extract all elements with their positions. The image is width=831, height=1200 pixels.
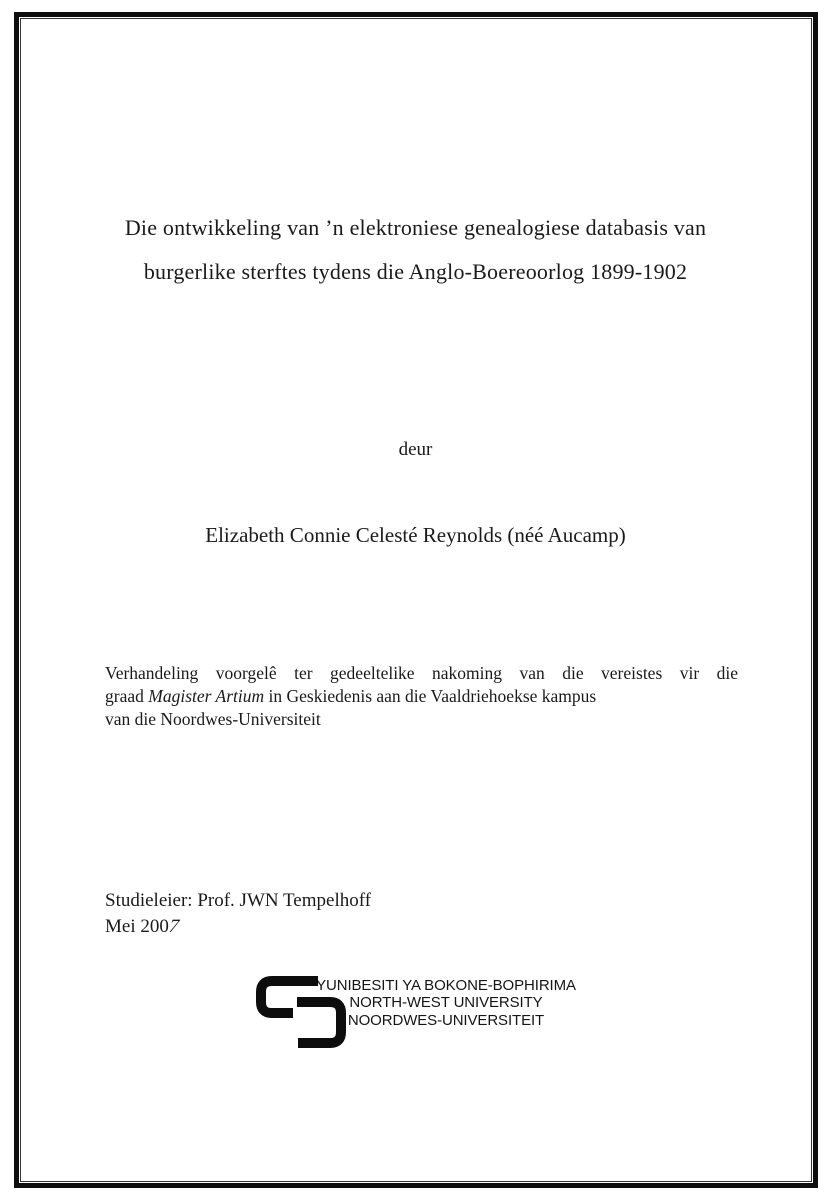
date-prefix: Mei 200 xyxy=(105,916,169,937)
thesis-title-line-1: Die ontwikkeling van ’n elektroniese genealogiese databasis van xyxy=(124,215,707,240)
date-line xyxy=(105,914,371,940)
supervisor-block xyxy=(105,888,371,940)
submission-statement xyxy=(105,662,738,732)
statement-line-3: van die Noordwes-Universiteit xyxy=(105,709,321,730)
statement-line-2 xyxy=(105,685,738,708)
logo-text-line-2: NORTH-WEST UNIVERSITY xyxy=(349,994,543,1012)
statement-line-2-prefix: graad xyxy=(105,686,149,707)
university-logo-text xyxy=(316,977,576,1029)
statement-line-1: Verhandeling voorgelê ter gedeeltelike nakoming van die vereistes vir die xyxy=(105,663,738,683)
logo-text-line-3: NOORDWES-UNIVERSITEIT xyxy=(347,1011,545,1029)
author-name: Elizabeth Connie Celesté Reynolds (néé Aucamp) xyxy=(205,523,626,547)
supervisor-line: Studieleier: Prof. JWN Tempelhoff xyxy=(105,890,372,911)
degree-name: Magister Artium xyxy=(148,686,265,707)
byline-label: deur xyxy=(398,439,433,460)
logo-text-line-1: YUNIBESITI YA BOKONE-BOPHIRIMA xyxy=(316,977,576,994)
date-year-digit: 7 xyxy=(165,916,182,937)
thesis-title-line-2: burgerlike sterftes tydens die Anglo-Boereoorlog 1899-1902 xyxy=(143,259,688,284)
statement-line-2-suffix: in Geskiedenis aan die Vaaldriehoekse kampus xyxy=(264,686,597,707)
thesis-title xyxy=(48,206,783,294)
